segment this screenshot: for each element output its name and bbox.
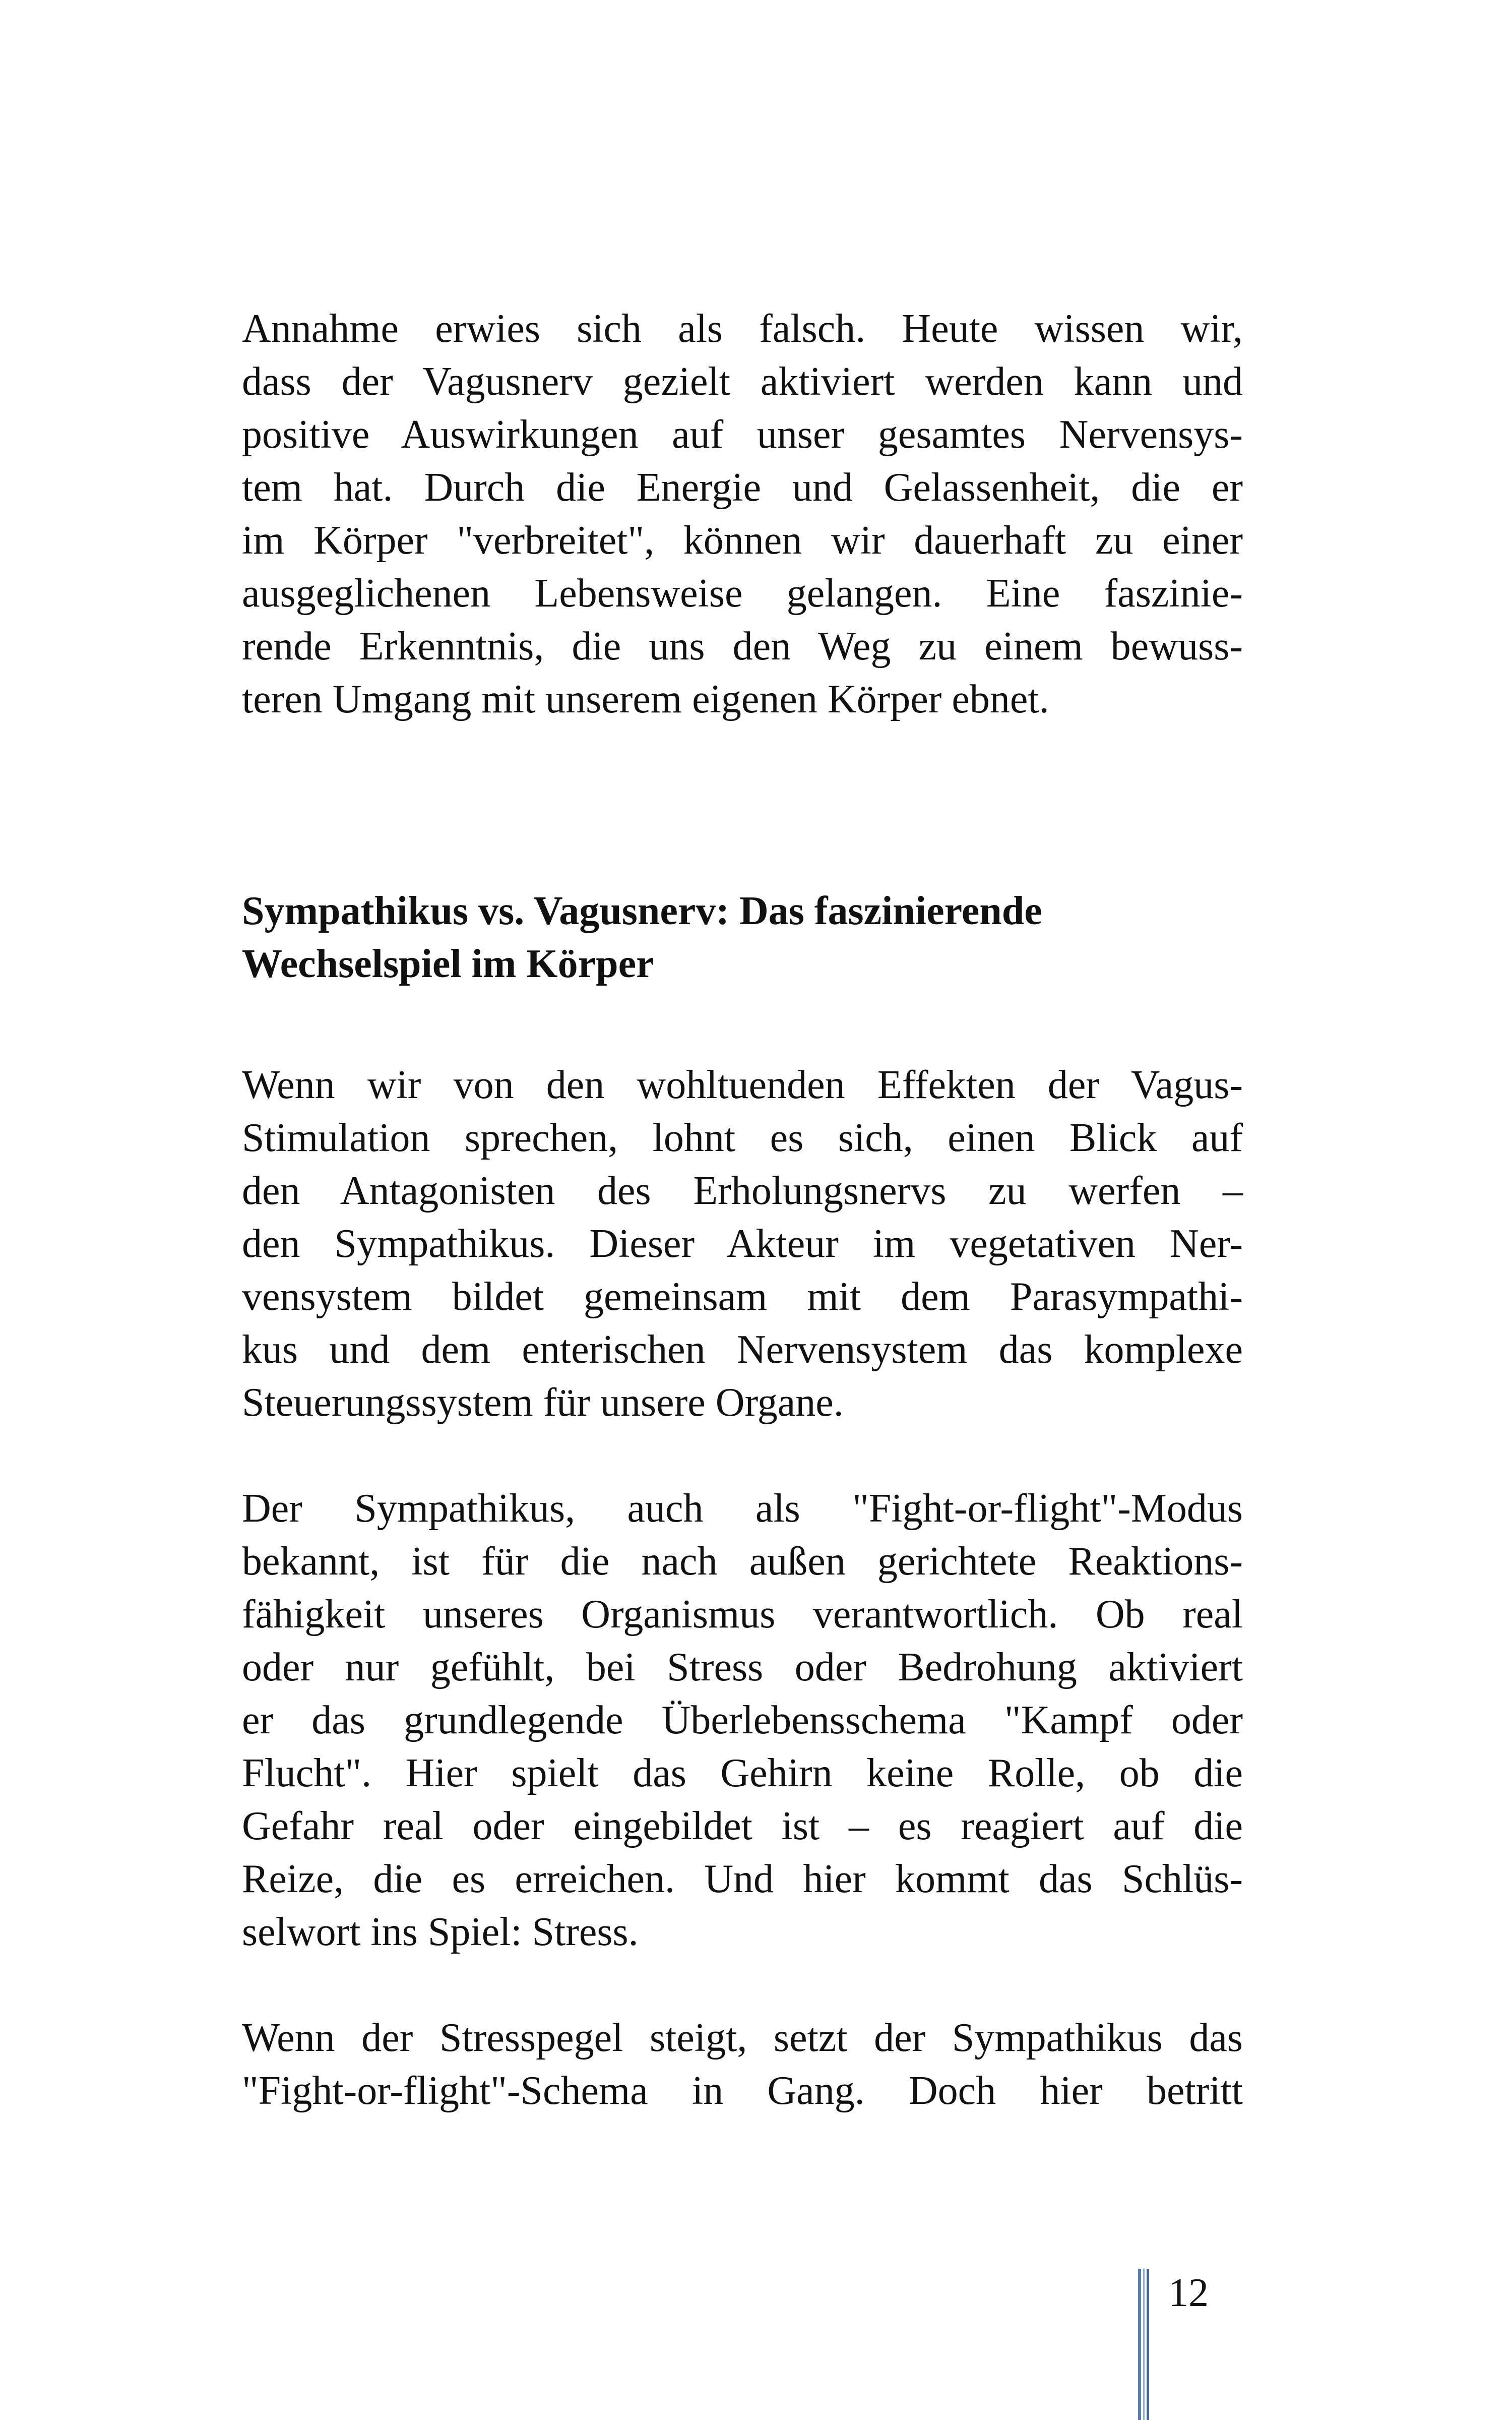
text-line: den Sympathikus. Dieser Akteur im vegetativen Ner- (242, 1222, 1243, 1266)
text-line: rende Erkenntnis, die uns den Weg zu einem bewuss- (242, 624, 1243, 669)
footer-bar-stripe (1138, 2269, 1141, 2420)
text-line: selwort ins Spiel: Stress. (242, 1910, 639, 1954)
text-line: vensystem bildet gemeinsam mit dem Parasympathi- (242, 1275, 1243, 1319)
text-line: kus und dem enterischen Nervensystem das komplexe (242, 1327, 1243, 1372)
text-line: Gefahr real oder eingebildet ist – es reagiert auf die (242, 1804, 1243, 1848)
text-line: dass der Vagusnerv gezielt aktiviert werden kann und (242, 359, 1243, 404)
section-heading (242, 885, 1243, 991)
text-line: er das grundlegende Überlebensschema "Kampf oder (242, 1698, 1243, 1742)
text-line: im Körper "verbreitet", können wir dauerhaft zu einer (242, 518, 1243, 563)
footer-bar-stripe (1147, 2269, 1149, 2420)
text-line: Annahme erwies sich als falsch. Heute wissen wir, (242, 307, 1243, 351)
paragraph-1 (242, 302, 1243, 726)
text-line: Stimulation sprechen, lohnt es sich, einen Blick auf (242, 1116, 1243, 1160)
text-line: den Antagonisten des Erholungsnervs zu werfen – (242, 1169, 1243, 1213)
text-line: Wenn wir von den wohltuenden Effekten der Vagus- (242, 1063, 1243, 1107)
text-line: Wenn der Stresspegel steigt, setzt der Sympathikus das (242, 2016, 1243, 2060)
text-line: Reize, die es erreichen. Und hier kommt das Schlüs- (242, 1857, 1243, 1901)
text-line: Der Sympathikus, auch als "Fight-or-flight"-Modus (242, 1486, 1243, 1531)
text-line: Steuerungssystem für unsere Organe. (242, 1380, 844, 1425)
text-line: Flucht". Hier spielt das Gehirn keine Rolle, ob die (242, 1751, 1243, 1795)
text-line: "Fight-or-flight"-Schema in Gang. Doch hier betritt (242, 2069, 1243, 2113)
paragraph-4 (242, 2012, 1243, 2118)
text-line: teren Umgang mit unserem eigenen Körper ebnet. (242, 677, 1049, 721)
page-number: 12 (1168, 2271, 1209, 2315)
text-line: ausgeglichenen Lebensweise gelangen. Eine faszinie- (242, 571, 1243, 616)
text-line: bekannt, ist für die nach außen gerichtete Reaktions- (242, 1539, 1243, 1584)
footer-decorative-bars (1138, 2269, 1149, 2420)
heading-line: Wechselspiel im Körper (242, 942, 654, 986)
heading-line: Sympathikus vs. Vagusnerv: Das faszinierende (242, 889, 1042, 933)
text-line: positive Auswirkungen auf unser gesamtes Nervensys- (242, 412, 1243, 457)
text-line: tem hat. Durch die Energie und Gelassenheit, die er (242, 465, 1243, 510)
text-line: oder nur gefühlt, bei Stress oder Bedrohung aktiviert (242, 1645, 1243, 1689)
text-line: fähigkeit unseres Organismus verantwortlich. Ob real (242, 1592, 1243, 1637)
footer-bar-stripe (1143, 2269, 1145, 2420)
paragraph-2 (242, 1059, 1243, 1429)
paragraph-3 (242, 1482, 1243, 1959)
